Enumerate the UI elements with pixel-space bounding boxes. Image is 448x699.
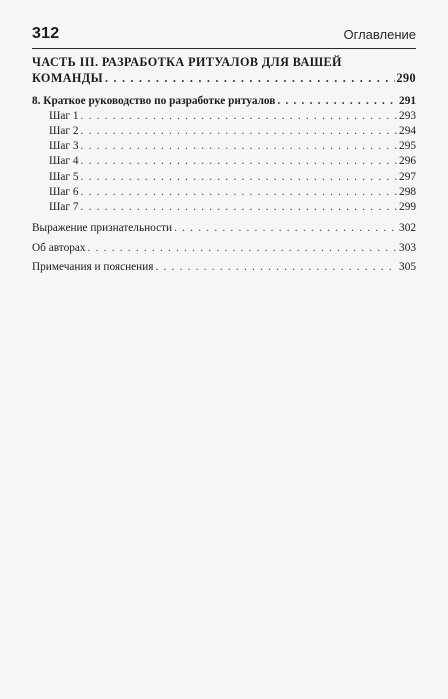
dot-leader xyxy=(81,154,398,169)
step-label: Шаг 4 xyxy=(49,155,79,168)
toc-step-entry xyxy=(49,170,416,185)
toc-back-matter-entry xyxy=(32,260,416,275)
step-label: Шаг 7 xyxy=(49,201,79,214)
dot-leader xyxy=(105,70,395,86)
dot-leader xyxy=(88,241,398,256)
step-label: Шаг 3 xyxy=(49,140,79,153)
dot-leader xyxy=(277,94,397,109)
dot-leader xyxy=(174,221,397,236)
toc-step-entry xyxy=(49,139,416,154)
toc-back-matter-entry xyxy=(32,221,416,236)
chapter-title: 8. Краткое руководство по разработке ритуалов xyxy=(32,95,276,107)
table-of-contents xyxy=(32,54,416,279)
step-page-number: 295 xyxy=(399,140,416,153)
dot-leader xyxy=(155,260,397,275)
step-page-number: 294 xyxy=(399,125,416,137)
chapter-page-number: 291 xyxy=(399,95,416,107)
running-head xyxy=(32,22,416,49)
back-matter-page-number: 303 xyxy=(399,241,416,254)
step-page-number: 293 xyxy=(399,109,416,122)
section-title: Оглавление xyxy=(343,27,416,42)
step-page-number: 298 xyxy=(399,185,416,198)
step-label: Шаг 1 xyxy=(49,109,79,122)
step-label: Шаг 6 xyxy=(49,185,79,198)
step-label: Шаг 2 xyxy=(49,125,79,137)
steps-list xyxy=(32,109,416,215)
toc-step-entry xyxy=(49,185,416,200)
part-title-continuation: КОМАНДЫ xyxy=(32,71,103,85)
step-page-number: 296 xyxy=(399,155,416,168)
dot-leader xyxy=(81,170,398,185)
dot-leader xyxy=(81,185,398,200)
dot-leader xyxy=(81,124,398,139)
toc-step-entry xyxy=(49,124,416,139)
back-matter-label: Выражение признательности xyxy=(32,222,173,235)
step-page-number: 297 xyxy=(399,170,416,183)
back-matter-label: Примечания и пояснения xyxy=(32,261,154,274)
toc-chapter-entry xyxy=(32,94,416,109)
toc-part-entry xyxy=(32,54,416,86)
toc-step-entry xyxy=(49,200,416,215)
back-matter-page-number: 302 xyxy=(399,222,416,235)
dot-leader xyxy=(81,200,398,215)
step-page-number: 299 xyxy=(399,201,416,214)
back-matter-page-number: 305 xyxy=(399,261,416,274)
dot-leader xyxy=(81,139,398,154)
part-title-line-2 xyxy=(32,70,416,86)
page-number: 312 xyxy=(32,25,60,42)
back-matter-list xyxy=(32,221,416,275)
toc-step-entry xyxy=(49,154,416,169)
toc-step-entry xyxy=(49,109,416,124)
step-label: Шаг 5 xyxy=(49,170,79,183)
toc-back-matter-entry xyxy=(32,241,416,256)
dot-leader xyxy=(81,109,398,124)
part-title-line-1: ЧАСТЬ III. РАЗРАБОТКА РИТУАЛОВ ДЛЯ ВАШЕЙ xyxy=(32,55,342,69)
part-page-number: 290 xyxy=(396,71,416,85)
back-matter-label: Об авторах xyxy=(32,241,86,254)
